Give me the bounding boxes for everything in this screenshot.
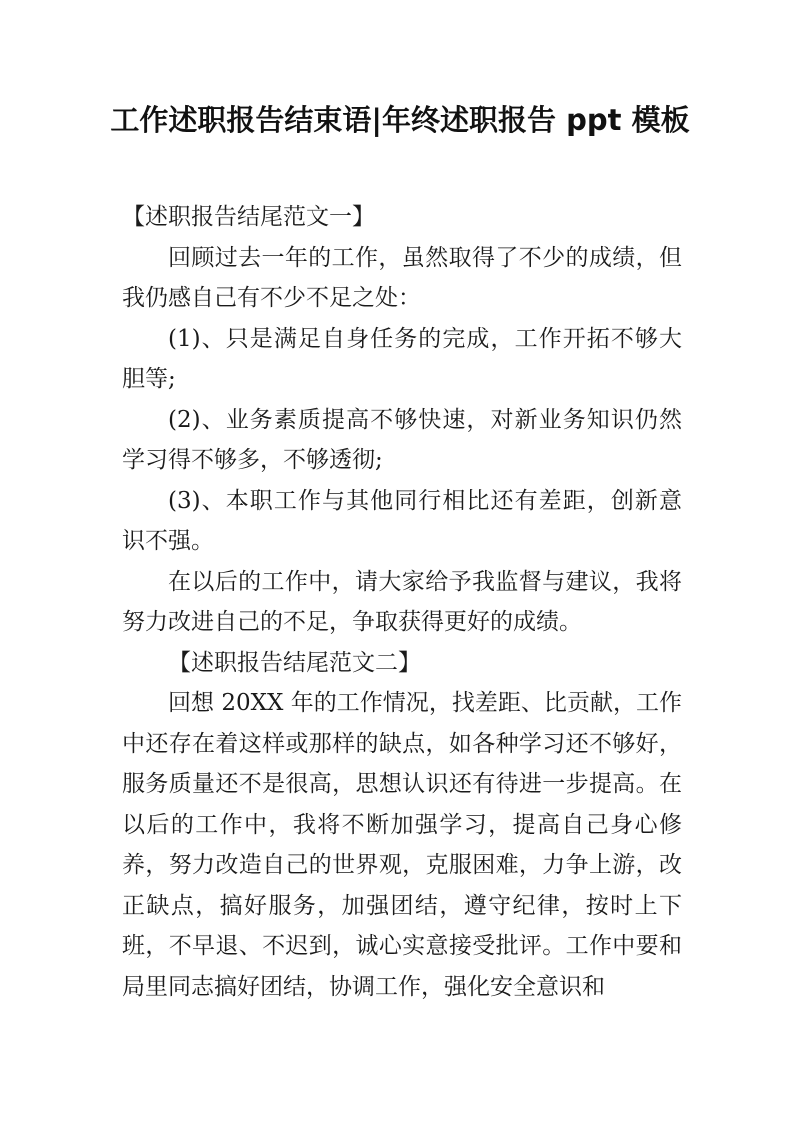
document-title: 工作述职报告结束语|年终述职报告 ppt 模板 [110, 103, 690, 137]
paragraph: 在以后的工作中，请大家给予我监督与建议，我将努力改进自己的不足，争取获得更好的成绩。 [122, 568, 682, 635]
paragraph: (3)、本职工作与其他同行相比还有差距，创新意识不强。 [122, 487, 682, 554]
paragraph: 回顾过去一年的工作，虽然取得了不少的成绩，但我仍感自己有不少不足之处： [122, 244, 682, 311]
document-body [122, 197, 682, 1007]
paragraph: (2)、业务素质提高不够快速，对新业务知识仍然学习得不够多，不够透彻; [122, 406, 682, 473]
paragraph: (1)、只是满足自身任务的完成，工作开拓不够大胆等; [122, 325, 682, 392]
section-heading-2: 【述职报告结尾范文二】 [168, 649, 421, 676]
section-heading-1: 【述职报告结尾范文一】 [122, 204, 375, 230]
paragraph: 回想 20XX 年的工作情况，找差距、比贡献，工作中还存在着这样或那样的缺点，如各种学习还不够好，服务质量还不是很高，思想认识还有待进一步提高。在以后的工作中，我将不断加强学习，提高自己身心修养，努力改造自己的世界观，克服困难，力争上游，改正缺点，搞好服务，加强团结，遵守纪律，按时上下班，不早退、不迟到，诚心实意接受批评。工作中要和局里同志搞好团结，协调工作，强化安全意识和 [122, 690, 682, 1000]
